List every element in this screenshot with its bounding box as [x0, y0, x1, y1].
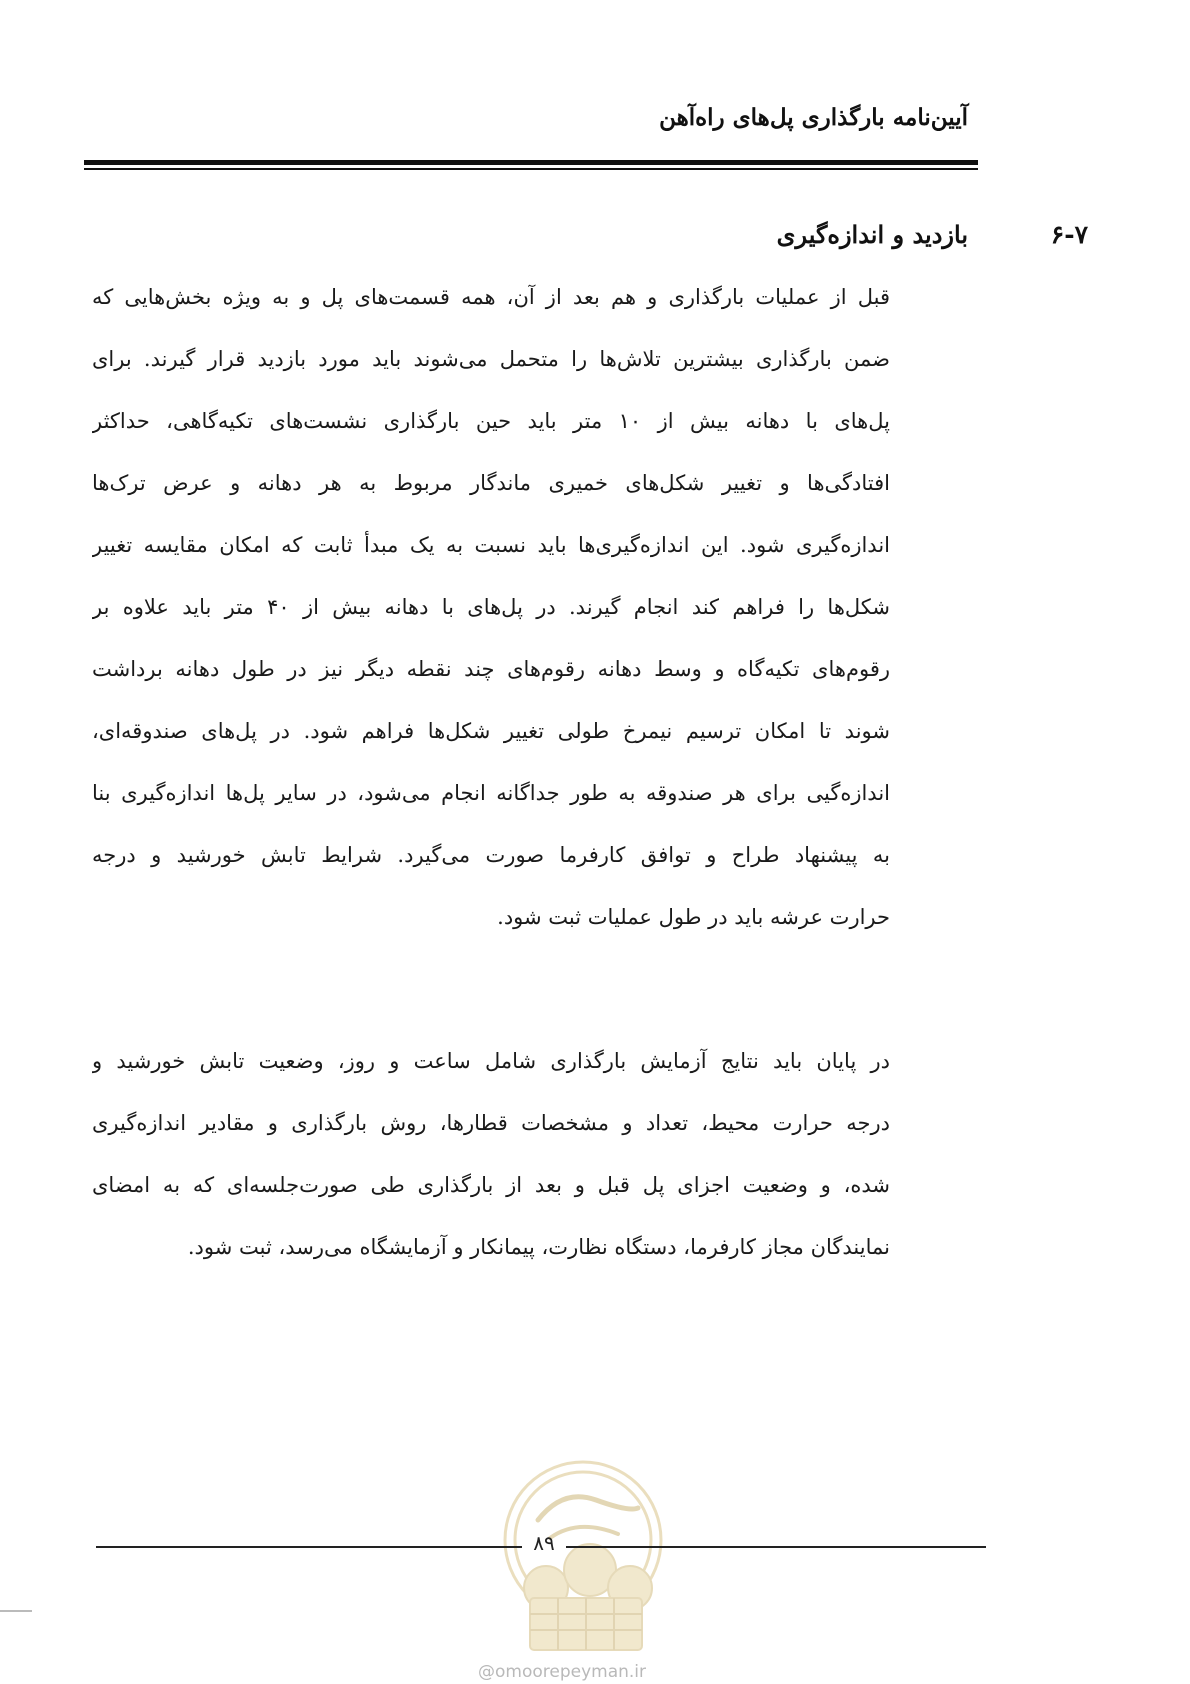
paragraph-2 — [92, 1030, 890, 1278]
watermark-url-text: omoorepeyman.ir — [495, 1662, 647, 1682]
paragraph-line: اندازه‌گیری شود. این اندازه‌گیری‌ها باید نسبت به یک مبدأ ثابت که امکان مقایسه تغییر — [92, 533, 890, 557]
paragraph-line: پل‌های با دهانه بیش از ۱۰ متر باید حین بارگذاری نشست‌های تکیه‌گاهی، حداکثر — [92, 409, 890, 433]
section-heading — [668, 220, 968, 249]
paragraph-line: نمایندگان مجاز کارفرما، دستگاه نظارت، پیمانکار و آزمایشگاه می‌رسد، ثبت شود. — [187, 1235, 890, 1259]
paragraph-line: در پایان باید نتایج آزمایش بارگذاری شامل ساعت و روز، وضعیت تابش خورشید و — [92, 1049, 890, 1073]
header-rule-thin — [84, 168, 978, 170]
running-header-title: آیین‌نامه بارگذاری پل‌های راه‌آهن — [659, 104, 968, 131]
page-number: ۸۹ — [533, 1531, 555, 1555]
footer-rule-left — [96, 1546, 522, 1548]
paragraph-line: رقوم‌های تکیه‌گاه و وسط دهانه رقوم‌های چند نقطه دیگر نیز در طول دهانه برداشت — [92, 657, 890, 681]
paragraph-line: درجه حرارت محیط، تعداد و مشخصات قطارها، روش بارگذاری و مقادیر اندازه‌گیری — [92, 1111, 890, 1135]
header-rule-thick — [84, 160, 978, 165]
footer-rule-right — [566, 1546, 986, 1548]
paragraph-line: ضمن بارگذاری بیشترین تلاش‌ها را متحمل می‌شوند باید مورد بازدید قرار گیرند. برای — [92, 347, 890, 371]
watermark-at-icon: @ — [478, 1662, 495, 1682]
section-title: بازدید و اندازه‌گیری — [776, 220, 968, 249]
section-number: ۶-۷ — [1050, 220, 1088, 249]
watermark-url — [478, 1662, 718, 1682]
scan-edge-mark — [0, 1610, 32, 1612]
paragraph-line: شوند تا امکان ترسیم نیمرخ طولی تغییر شکل‌ها فراهم شود. در پل‌های صندوقه‌ای، — [92, 719, 890, 743]
watermark-logo — [478, 1448, 688, 1658]
paragraph-1 — [92, 266, 890, 948]
paragraph-line: قبل از عملیات بارگذاری و هم بعد از آن، همه قسمت‌های پل و به ویژه بخش‌هایی که — [92, 285, 890, 309]
paragraph-line: اندازه‌گیی برای هر صندوقه به طور جداگانه انجام می‌شود، در سایر پل‌ها اندازه‌گیری بنا — [92, 781, 890, 805]
paragraph-line: حرارت عرشه باید در طول عملیات ثبت شود. — [497, 905, 890, 929]
paragraph-line: به پیشنهاد طراح و توافق کارفرما صورت می‌گیرد. شرایط تابش خورشید و درجه — [92, 843, 890, 867]
paragraph-line: شکل‌ها را فراهم کند انجام گیرند. در پل‌های با دهانه بیش از ۴۰ متر باید علاوه بر — [92, 595, 890, 619]
paragraph-line: شده، و وضعیت اجزای پل قبل و بعد از بارگذاری طی صورت‌جلسه‌ای که به امضای — [92, 1173, 890, 1197]
paragraph-line: افتادگی‌ها و تغییر شکل‌های خمیری ماندگار مربوط به هر دهانه و عرض ترک‌ها — [92, 471, 890, 495]
